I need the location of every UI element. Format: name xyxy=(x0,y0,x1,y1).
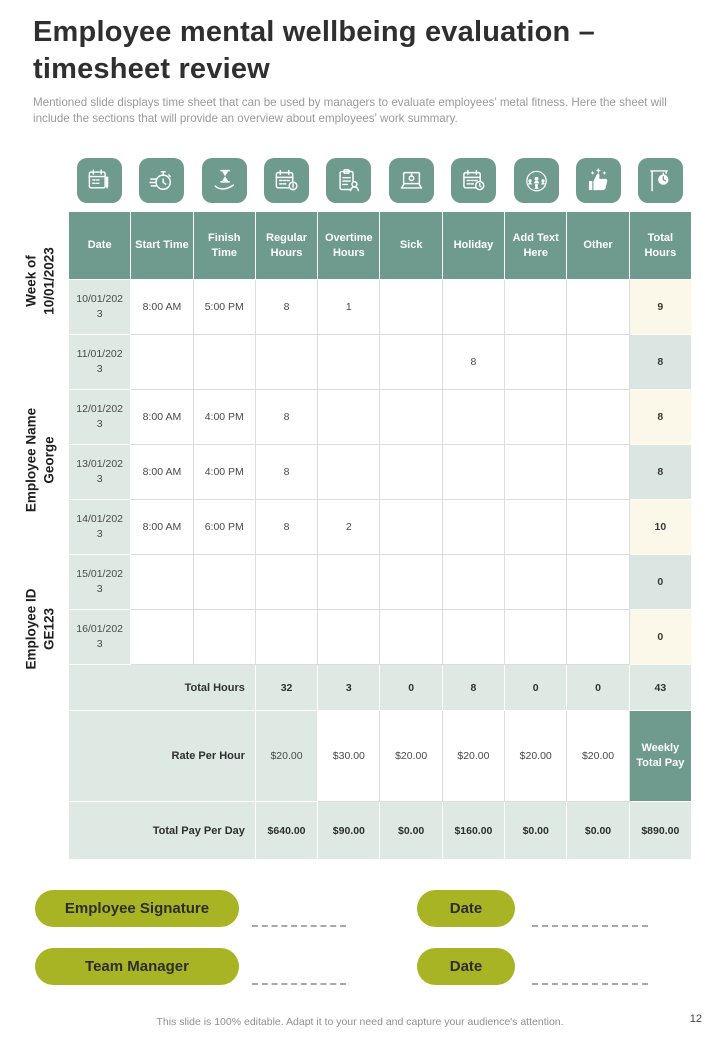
table-cell xyxy=(567,390,629,445)
page-number: 12 xyxy=(689,1013,702,1025)
icon-cell xyxy=(442,158,504,203)
table-cell: 1 xyxy=(318,280,380,335)
table-cell: 8 xyxy=(255,280,317,335)
weekly-total-pay-value: $890.00 xyxy=(629,802,691,860)
table-cell xyxy=(505,610,567,665)
date-value: 15/01/2023 xyxy=(76,568,123,595)
rate-value: $20.00 xyxy=(255,711,317,802)
icon-cell xyxy=(567,158,629,203)
total-hours-grand-total: 43 xyxy=(629,665,691,711)
footer-note: This slide is 100% editable. Adapt it to your need and capture your audience's attention. xyxy=(156,1016,564,1028)
table-cell xyxy=(442,555,504,610)
team-manager-button[interactable]: Team Manager xyxy=(35,948,239,985)
rate-value: $20.00 xyxy=(380,711,442,802)
side-label-week-line1: Week of xyxy=(23,255,39,307)
page-title: Employee mental wellbeing evaluation – timesheet review xyxy=(33,16,595,86)
total-hours-value: 32 xyxy=(255,665,317,711)
rate-per-hour-row xyxy=(69,711,692,802)
table-cell xyxy=(69,500,131,555)
column-header-holiday: Holiday xyxy=(442,212,504,280)
table-cell xyxy=(69,555,131,610)
table-cell xyxy=(69,335,131,390)
table-cell xyxy=(567,445,629,500)
calendar-alert-icon xyxy=(264,158,309,203)
table-cell xyxy=(318,390,380,445)
column-header-regular-hours: Regular Hours xyxy=(255,212,317,280)
table-cell xyxy=(380,610,442,665)
total-pay-label: Total Pay Per Day xyxy=(69,802,256,860)
table-cell-total: 8 xyxy=(629,445,691,500)
side-label-employee-name xyxy=(22,408,57,512)
side-label-name-line2: George xyxy=(41,436,56,484)
table-cell: 8:00 AM xyxy=(131,500,193,555)
table-cell xyxy=(567,555,629,610)
table-cell xyxy=(255,335,317,390)
hanging-clock-icon xyxy=(638,158,683,203)
date-value: 11/01/2023 xyxy=(76,348,123,375)
table-cell xyxy=(567,335,629,390)
laptop-health-icon xyxy=(389,158,434,203)
table-cell xyxy=(442,610,504,665)
pay-value: $640.00 xyxy=(255,802,317,860)
timesheet-table xyxy=(68,211,692,860)
rate-value: $30.00 xyxy=(318,711,380,802)
icon-cell xyxy=(193,158,255,203)
table-cell xyxy=(567,500,629,555)
icon-cell xyxy=(130,158,192,203)
table-row xyxy=(69,500,692,555)
rate-per-hour-label: Rate Per Hour xyxy=(69,711,256,802)
side-label-week-line2: 10/01/2023 xyxy=(41,247,56,315)
stopwatch-icon xyxy=(139,158,184,203)
total-hours-value: 0 xyxy=(567,665,629,711)
table-cell: 8:00 AM xyxy=(131,390,193,445)
table-cell xyxy=(380,390,442,445)
date-value: 12/01/2023 xyxy=(76,403,123,430)
icon-cell xyxy=(255,158,317,203)
table-cell-total: 9 xyxy=(629,280,691,335)
table-cell: 4:00 PM xyxy=(193,390,255,445)
table-cell: 2 xyxy=(318,500,380,555)
table-row xyxy=(69,280,692,335)
rate-value: $20.00 xyxy=(505,711,567,802)
date-line-1[interactable] xyxy=(532,925,648,927)
icon-cell xyxy=(630,158,692,203)
total-hours-value: 0 xyxy=(380,665,442,711)
column-header-overtime-hours: Overtime Hours xyxy=(318,212,380,280)
table-row xyxy=(69,335,692,390)
table-cell: 8 xyxy=(255,500,317,555)
table-cell xyxy=(380,555,442,610)
calendar-edit-icon xyxy=(77,158,122,203)
table-row xyxy=(69,555,692,610)
column-header-other: Other xyxy=(567,212,629,280)
table-cell-total: 8 xyxy=(629,335,691,390)
table-cell: 8 xyxy=(442,335,504,390)
table-cell xyxy=(69,610,131,665)
total-hours-value: 0 xyxy=(505,665,567,711)
table-cell xyxy=(380,500,442,555)
total-hours-value: 8 xyxy=(442,665,504,711)
table-cell: 8 xyxy=(255,390,317,445)
table-cell xyxy=(255,555,317,610)
column-header-finish-time: Finish Time xyxy=(193,212,255,280)
table-cell xyxy=(505,280,567,335)
date-button-1[interactable]: Date xyxy=(417,890,515,927)
icon-cell xyxy=(380,158,442,203)
icon-strip xyxy=(68,158,692,203)
table-cell: 4:00 PM xyxy=(193,445,255,500)
timesheet-table-wrap xyxy=(68,211,692,860)
checklist-person-icon xyxy=(326,158,371,203)
side-label-week xyxy=(22,247,57,315)
table-cell-total: 0 xyxy=(629,610,691,665)
table-cell: 5:00 PM xyxy=(193,280,255,335)
title-block xyxy=(33,14,695,127)
table-row xyxy=(69,610,692,665)
table-cell xyxy=(318,555,380,610)
column-header-date: Date xyxy=(69,212,131,280)
table-cell xyxy=(442,445,504,500)
table-row xyxy=(69,445,692,500)
table-cell xyxy=(505,500,567,555)
table-cell xyxy=(505,555,567,610)
date-value: 13/01/2023 xyxy=(76,458,123,485)
table-row xyxy=(69,390,692,445)
employee-signature-line[interactable] xyxy=(252,925,346,927)
table-cell: 8:00 AM xyxy=(131,445,193,500)
table-cell-total: 10 xyxy=(629,500,691,555)
table-cell xyxy=(567,610,629,665)
table-cell-total: 8 xyxy=(629,390,691,445)
header-row xyxy=(69,212,692,280)
rate-value: $20.00 xyxy=(442,711,504,802)
table-cell xyxy=(193,610,255,665)
table-cell xyxy=(380,335,442,390)
calendar-reminder-icon xyxy=(451,158,496,203)
side-label-employee-id xyxy=(22,588,57,669)
date-value: 16/01/2023 xyxy=(76,623,123,650)
table-cell xyxy=(131,610,193,665)
pay-value: $0.00 xyxy=(380,802,442,860)
table-cell xyxy=(193,335,255,390)
table-cell xyxy=(442,500,504,555)
table-cell xyxy=(567,280,629,335)
column-header-sick: Sick xyxy=(380,212,442,280)
date-value: 14/01/2023 xyxy=(76,513,123,540)
table-cell: 8 xyxy=(255,445,317,500)
table-cell xyxy=(318,335,380,390)
column-header-total-hours: Total Hours xyxy=(629,212,691,280)
weekly-total-pay-header: Weekly Total Pay xyxy=(629,711,691,802)
employee-signature-button[interactable]: Employee Signature xyxy=(35,890,239,927)
table-cell xyxy=(442,390,504,445)
total-hours-row xyxy=(69,665,692,711)
table-cell xyxy=(442,280,504,335)
total-hours-value: 3 xyxy=(318,665,380,711)
pay-value: $0.00 xyxy=(567,802,629,860)
total-pay-row xyxy=(69,802,692,860)
side-label-id-line1: Employee ID xyxy=(23,588,39,670)
table-cell xyxy=(193,555,255,610)
page-subtitle: Mentioned slide displays time sheet that can be used by managers to evaluate employees' metal fitness. Here the sheet will include the sections that will provide an overview about employees' work summary. xyxy=(33,96,667,125)
rate-value: $20.00 xyxy=(567,711,629,802)
side-label-name-line1: Employee Name xyxy=(23,407,39,513)
table-cell xyxy=(131,335,193,390)
pay-value: $90.00 xyxy=(318,802,380,860)
icon-cell xyxy=(68,158,130,203)
table-cell: 8:00 AM xyxy=(131,280,193,335)
hourglass-hand-icon xyxy=(202,158,247,203)
icon-cell xyxy=(505,158,567,203)
pay-value: $0.00 xyxy=(505,802,567,860)
date-value: 10/01/2023 xyxy=(76,293,123,320)
table-cell xyxy=(380,280,442,335)
table-cell xyxy=(69,280,131,335)
icon-cell xyxy=(318,158,380,203)
table-cell xyxy=(505,390,567,445)
team-manager-line[interactable] xyxy=(252,983,346,985)
pay-value: $160.00 xyxy=(442,802,504,860)
table-cell xyxy=(131,555,193,610)
table-cell-total: 0 xyxy=(629,555,691,610)
table-cell: 6:00 PM xyxy=(193,500,255,555)
column-header-start-time: Start Time xyxy=(131,212,193,280)
date-line-2[interactable] xyxy=(532,983,648,985)
table-cell xyxy=(505,445,567,500)
date-button-2[interactable]: Date xyxy=(417,948,515,985)
table-cell xyxy=(69,445,131,500)
thumbs-up-stars-icon xyxy=(576,158,621,203)
side-label-id-line2: GE123 xyxy=(41,607,56,651)
table-cell xyxy=(255,610,317,665)
team-network-icon xyxy=(514,158,559,203)
table-cell xyxy=(69,390,131,445)
table-cell xyxy=(318,445,380,500)
table-cell xyxy=(318,610,380,665)
table-cell xyxy=(505,335,567,390)
total-hours-label: Total Hours xyxy=(69,665,256,711)
table-cell xyxy=(380,445,442,500)
column-header-add-text: Add Text Here xyxy=(505,212,567,280)
